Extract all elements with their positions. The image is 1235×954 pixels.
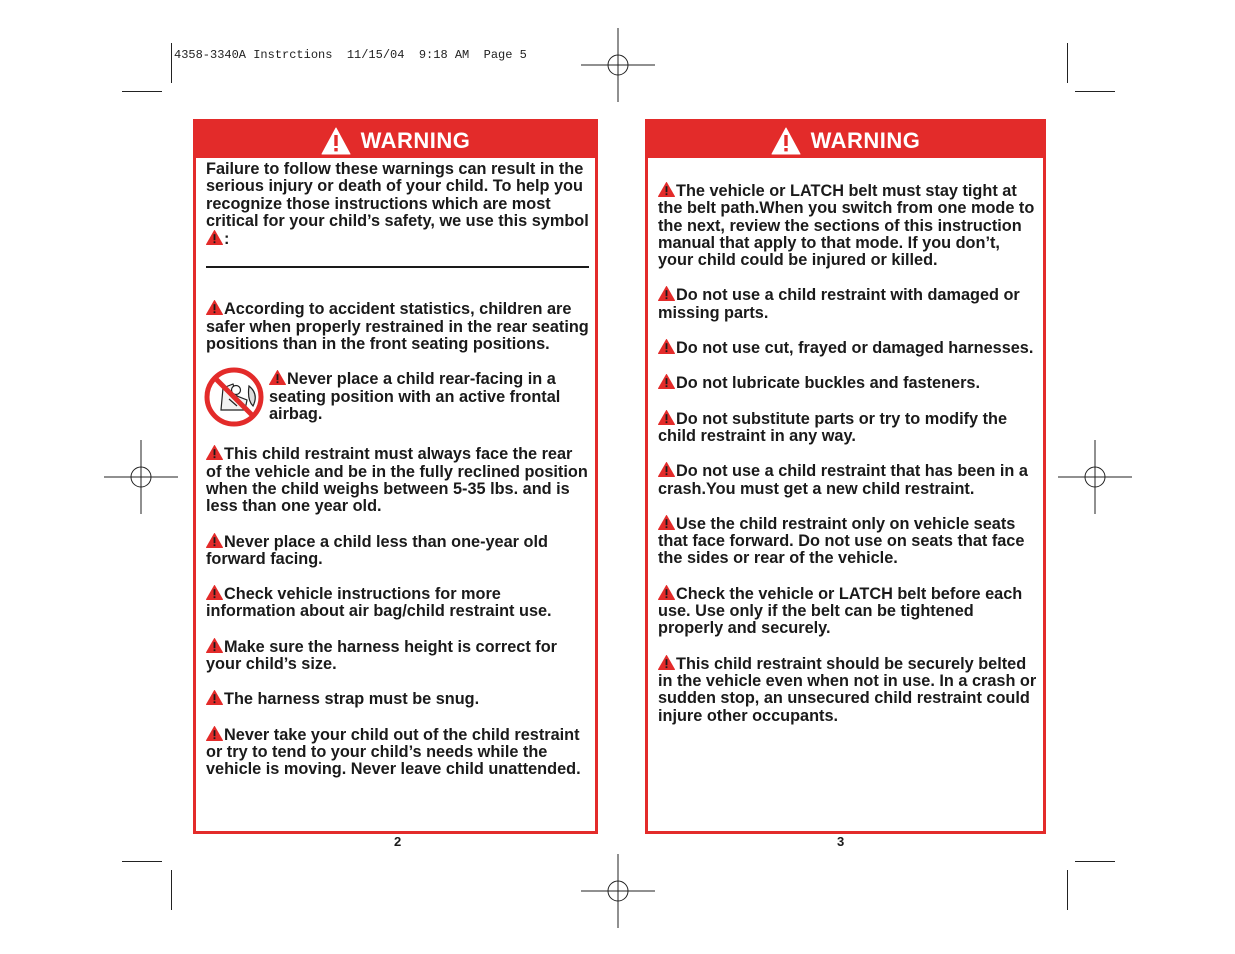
warning-item-text: Do not use cut, frayed or damaged harnesses. [676,339,1034,358]
registration-mark [1058,440,1132,514]
crop-mark [171,870,172,910]
warning-triangle-icon [771,127,801,155]
warning-item-text: Make sure the harness height is correct for your child’s size. [206,637,557,674]
warning-item-text: This child restraint must always face the rear of the vehicle and be in the fully reclined position when the child weighs between 5-35 lbs. and is less than one year old. [206,445,588,516]
warning-triangle-icon [658,339,675,354]
registration-mark [104,440,178,514]
warning-triangle-icon [658,374,675,389]
warning-item [658,410,1037,446]
warning-item [206,533,589,569]
warning-item-text: Do not use a child restraint that has been in a crash.You must get a new child restraint. [658,462,1028,498]
warning-triangle-icon [206,445,223,460]
warning-triangle-icon [658,655,675,670]
crop-mark [1067,870,1068,910]
warning-item [206,445,589,515]
warning-item-text: Do not use a child restraint with damaged or missing parts. [658,286,1020,322]
warning-item-text: Do not substitute parts or try to modify the child restraint in any way. [658,409,1008,445]
warning-item [206,726,589,779]
warning-item [658,286,1037,322]
warning-triangle-icon [206,638,223,653]
no-rear-facing-airbag-icon [203,366,265,428]
warning-item [206,585,589,621]
page-number: 2 [394,834,402,849]
warning-item [658,462,1037,498]
warning-title: WARNING [810,128,921,153]
warning-triangle-icon [658,462,675,477]
warning-triangle-icon [206,300,223,315]
warning-item-text: The harness strap must be snug. [224,690,480,709]
warning-triangle-icon [206,585,223,600]
warning-header [196,122,595,158]
warning-triangle-icon [658,286,675,301]
print-slug: 4358-3340A Instrctions 11/15/04 9:18 AM Page 5 [174,48,527,62]
warning-item-text: Do not lubricate buckles and fasteners. [676,374,980,393]
warning-item-text: Use the child restraint only on vehicle seats that face forward. Do not use on seats that face the sides or rear of the vehicle. [658,514,1025,568]
warning-item-text: The vehicle or LATCH belt must stay tight at the belt path.When you switch from one mode to the next, review the sections of this instruction manual that apply to that mode. If you don’t, your child could be injured or killed. [658,182,1035,270]
warning-item-text: Never place a child less than one-year old forward facing. [206,532,548,568]
warning-triangle-icon [658,515,675,530]
intro-colon: : [224,230,230,249]
crop-mark [1067,43,1068,83]
warning-triangle-icon [206,726,223,741]
airbag-warning-row [206,370,589,428]
warning-item [206,300,589,353]
crop-mark [122,861,162,862]
warning-item [658,182,1037,269]
right-warning-panel [645,119,1046,834]
warning-item [269,370,589,428]
warning-triangle-icon [658,585,675,600]
crop-mark [171,43,172,83]
crop-mark [122,91,162,92]
registration-mark [581,854,655,928]
warning-triangle-icon [206,230,223,245]
warning-item-text: Never take your child out of the child restraint or try to tend to your child’s needs while the vehicle is moving. Never leave child unattended. [206,725,581,779]
warning-triangle-icon [321,127,351,155]
warning-item-text: According to accident statistics, children are safer when properly restrained in the rear seating positions than in the front seating positions. [206,300,589,354]
warning-item [658,339,1037,357]
warning-item [658,515,1037,568]
warning-item [658,585,1037,638]
warning-title: WARNING [360,128,471,153]
warning-item-text: Never place a child rear-facing in a seating position with an active frontal airbag. [269,370,561,423]
intro-paragraph [206,161,589,248]
warning-item [658,655,1037,725]
warning-header [648,122,1043,158]
warning-item-text: This child restraint should be securely belted in the vehicle even when not in use. In a crash or sudden stop, an unsecured child restraint could injure other occupants. [658,654,1037,725]
crop-mark [1075,861,1115,862]
warning-triangle-icon [206,533,223,548]
warning-triangle-icon [206,690,223,705]
warning-triangle-icon [269,370,286,385]
warning-item-text: Check the vehicle or LATCH belt before each use. Use only if the belt can be tightened properly and securely. [658,584,1023,638]
divider [206,266,589,268]
warning-item [206,690,589,708]
page-number: 3 [837,834,845,849]
warning-triangle-icon [658,410,675,425]
warning-item [206,638,589,674]
registration-mark [581,28,655,102]
warning-item-text: Check vehicle instructions for more information about air bag/child restraint use. [206,585,552,621]
intro-text: Failure to follow these warnings can result in the serious injury or death of your child. To help you recognize those instructions which are most critical for your child’s safety, we use this symbol [206,160,589,230]
warning-item [658,374,1037,392]
warning-triangle-icon [658,182,675,197]
left-warning-panel [193,119,598,834]
crop-mark [1075,91,1115,92]
